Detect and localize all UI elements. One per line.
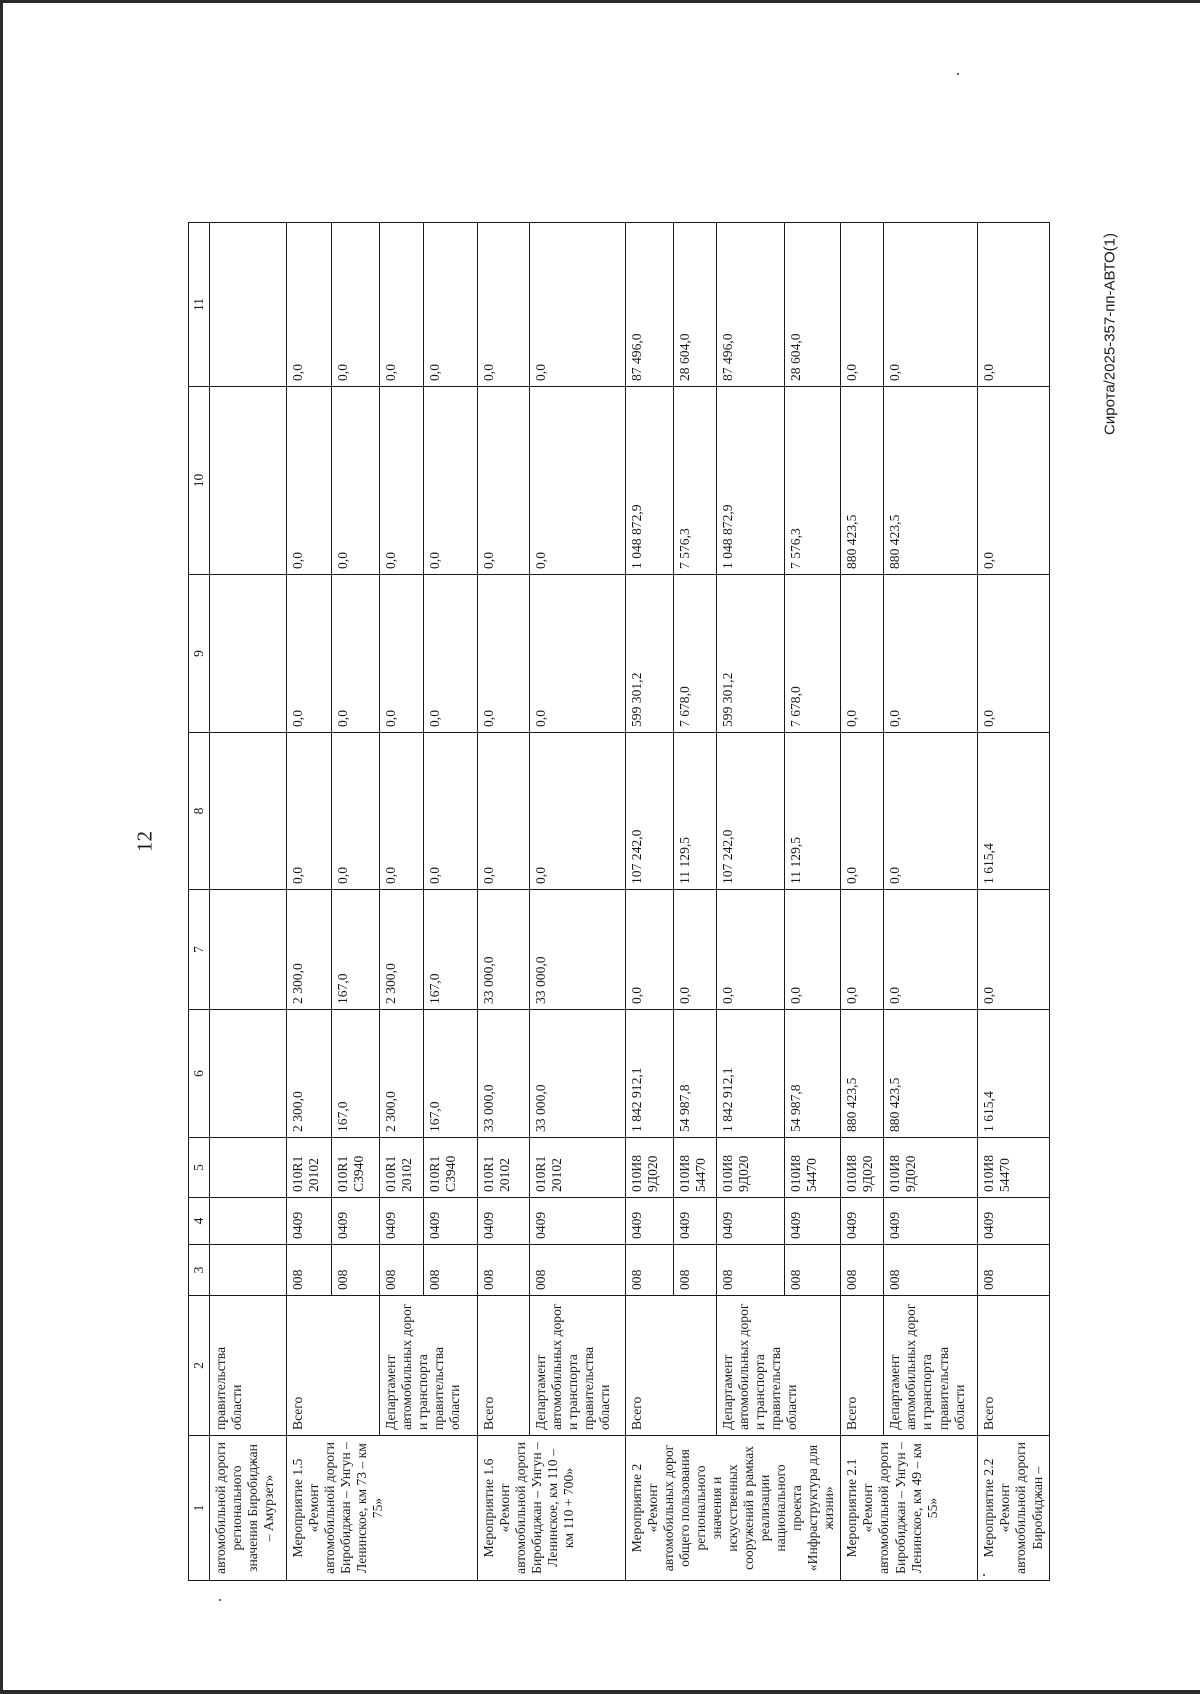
table-cell (210, 575, 287, 733)
responsible-cell: Всего (478, 1296, 530, 1436)
code-cell: 010И8 9Д020 (884, 1138, 978, 1198)
code-cell: 008 (626, 1245, 674, 1296)
amount-cell: 0,0 (332, 733, 380, 890)
activity-name: Мероприятие 2.2 «Ремонт автомобильной дороги Биробиджан – (978, 1436, 1049, 1581)
amount-cell: 0,0 (841, 575, 884, 733)
code-cell: 0409 (424, 1198, 478, 1245)
table-cell (210, 1245, 287, 1296)
scan-speck (219, 1599, 221, 1601)
table-row (626, 223, 674, 1581)
code-cell: 008 (785, 1245, 841, 1296)
amount-cell: 0,0 (380, 575, 424, 733)
responsible-cell: Всего (287, 1296, 380, 1436)
amount-cell: 0,0 (424, 575, 478, 733)
table-row (884, 223, 978, 1581)
responsible-cell: Всего (626, 1296, 717, 1436)
amount-cell: 1 615,4 (978, 1010, 1049, 1138)
amount-cell: 0,0 (978, 575, 1049, 733)
code-cell: 010И8 9Д020 (717, 1138, 785, 1198)
code-cell: 0409 (380, 1198, 424, 1245)
code-cell: 0409 (530, 1198, 626, 1245)
code-cell: 0409 (884, 1198, 978, 1245)
amount-cell: 7 576,3 (674, 387, 717, 575)
code-cell: 010И8 54470 (978, 1138, 1049, 1198)
code-cell: 010R1 20102 (380, 1138, 424, 1198)
scan-top-edge (0, 0, 1200, 3)
header-cell: 2 (189, 1296, 210, 1436)
table-row (530, 223, 626, 1581)
table-row (287, 223, 332, 1581)
amount-cell: 0,0 (978, 387, 1049, 575)
amount-cell: 0,0 (884, 575, 978, 733)
activity-name: Мероприятие 2 «Ремонт автомобильных дорог общего пользования регионального значения и искусственных сооружений в рамках реализации национального проекта «Инфраструктура для жизни» (626, 1436, 841, 1581)
amount-cell: 2 300,0 (287, 890, 332, 1010)
code-cell: 0409 (674, 1198, 717, 1245)
header-cell: 6 (189, 1010, 210, 1138)
header-cell: 3 (189, 1245, 210, 1296)
amount-cell: 11 129,5 (674, 733, 717, 890)
amount-cell: 0,0 (530, 223, 626, 387)
responsible-cell: Департамент автомобильных дорог и транспорта правительства области (380, 1296, 478, 1436)
table-row (380, 223, 424, 1581)
amount-cell: 54 987,8 (674, 1010, 717, 1138)
amount-cell: 0,0 (978, 223, 1049, 387)
table-cell (210, 387, 287, 575)
amount-cell: 0,0 (424, 733, 478, 890)
amount-cell: 54 987,8 (785, 1010, 841, 1138)
responsible-cell: Департамент автомобильных дорог и транспорта правительства области (884, 1296, 978, 1436)
scan-left-edge (0, 0, 3, 1694)
amount-cell: 7 576,3 (785, 387, 841, 575)
table-row (841, 223, 884, 1581)
code-cell: 0409 (717, 1198, 785, 1245)
column-number-header (189, 223, 210, 1581)
amount-cell: 0,0 (841, 223, 884, 387)
code-cell: 008 (424, 1245, 478, 1296)
code-cell: 0409 (785, 1198, 841, 1245)
amount-cell: 0,0 (884, 733, 978, 890)
amount-cell: 0,0 (424, 387, 478, 575)
code-cell: 010R1 20102 (287, 1138, 332, 1198)
code-cell: 0409 (978, 1198, 1049, 1245)
amount-cell: 33 000,0 (530, 1010, 626, 1138)
scan-bottom-edge (0, 1690, 1200, 1694)
table-row (717, 223, 785, 1581)
amount-cell: 0,0 (332, 223, 380, 387)
amount-cell: 33 000,0 (478, 890, 530, 1010)
table-cell (210, 890, 287, 1010)
amount-cell: 599 301,2 (717, 575, 785, 733)
amount-cell: 2 300,0 (380, 890, 424, 1010)
header-cell: 4 (189, 1198, 210, 1245)
amount-cell: 880 423,5 (884, 1010, 978, 1138)
amount-cell: 0,0 (884, 223, 978, 387)
amount-cell: 0,0 (332, 387, 380, 575)
table-row (478, 223, 530, 1581)
amount-cell: 167,0 (332, 890, 380, 1010)
code-cell: 010R1 С3940 (424, 1138, 478, 1198)
amount-cell: 107 242,0 (626, 733, 674, 890)
amount-cell: 0,0 (380, 733, 424, 890)
code-cell: 0409 (841, 1198, 884, 1245)
amount-cell: 87 496,0 (626, 223, 674, 387)
amount-cell: 0,0 (530, 387, 626, 575)
amount-cell: 1 615,4 (978, 733, 1049, 890)
amount-cell: 599 301,2 (626, 575, 674, 733)
activity-name: Мероприятие 2.1 «Ремонт автомобильной дороги Биробиджан – Унгун – Ленинское, км 49 – км 55» (841, 1436, 978, 1581)
amount-cell: 107 242,0 (717, 733, 785, 890)
scan-speck (957, 73, 959, 75)
responsible-cell: Департамент автомобильных дорог и транспорта правительства области (717, 1296, 841, 1436)
amount-cell: 167,0 (424, 1010, 478, 1138)
budget-table (188, 222, 1050, 1581)
amount-cell: 1 842 912,1 (717, 1010, 785, 1138)
table-cell (210, 733, 287, 890)
header-cell: 8 (189, 733, 210, 890)
code-cell: 010И8 54470 (674, 1138, 717, 1198)
amount-cell: 28 604,0 (785, 223, 841, 387)
code-cell: 010И8 54470 (785, 1138, 841, 1198)
code-cell: 0409 (626, 1198, 674, 1245)
document-code: Сирота/2025-357-пп-АВТО(1) (1101, 233, 1119, 435)
code-cell: 008 (530, 1245, 626, 1296)
activity-name: Мероприятие 1.5 «Ремонт автомобильной дороги Биробиджан – Унгун – Ленинское, км 73 – км 75» (287, 1436, 478, 1581)
amount-cell: 0,0 (785, 890, 841, 1010)
amount-cell: 0,0 (287, 223, 332, 387)
table-row (210, 223, 287, 1581)
amount-cell: 880 423,5 (884, 387, 978, 575)
amount-cell: 33 000,0 (478, 1010, 530, 1138)
table-cell (210, 1198, 287, 1245)
code-cell: 008 (841, 1245, 884, 1296)
amount-cell: 0,0 (478, 387, 530, 575)
amount-cell: 0,0 (380, 223, 424, 387)
code-cell: 008 (884, 1245, 978, 1296)
code-cell: 008 (380, 1245, 424, 1296)
responsible-cell: правительства области (210, 1296, 287, 1436)
amount-cell: 0,0 (841, 733, 884, 890)
code-cell: 008 (674, 1245, 717, 1296)
table-cell (210, 223, 287, 387)
amount-cell: 0,0 (287, 733, 332, 890)
amount-cell: 28 604,0 (674, 223, 717, 387)
responsible-cell: Всего (841, 1296, 884, 1436)
code-cell: 010И8 9Д020 (841, 1138, 884, 1198)
code-cell: 0409 (478, 1198, 530, 1245)
amount-cell: 1 048 872,9 (626, 387, 674, 575)
code-cell: 010И8 9Д020 (626, 1138, 674, 1198)
table-cell (210, 1010, 287, 1138)
amount-cell: 0,0 (478, 223, 530, 387)
amount-cell: 2 300,0 (380, 1010, 424, 1138)
code-cell: 010R1 20102 (478, 1138, 530, 1198)
amount-cell: 0,0 (978, 890, 1049, 1010)
header-cell: 11 (189, 223, 210, 387)
responsible-cell: Департамент автомобильных дорог и транспорта правительства области (530, 1296, 626, 1436)
code-cell: 008 (717, 1245, 785, 1296)
amount-cell: 33 000,0 (530, 890, 626, 1010)
amount-cell: 7 678,0 (674, 575, 717, 733)
header-cell: 5 (189, 1138, 210, 1198)
code-cell: 008 (287, 1245, 332, 1296)
amount-cell: 2 300,0 (287, 1010, 332, 1138)
amount-cell: 7 678,0 (785, 575, 841, 733)
code-cell: 008 (332, 1245, 380, 1296)
code-cell: 010R1 20102 (530, 1138, 626, 1198)
table-cell (210, 1138, 287, 1198)
activity-name: Мероприятие 1.6 «Ремонт автомобильной дороги Биробиджан – Унгун – Ленинское, км 110 – км 110 + 700» (478, 1436, 626, 1581)
page-number: 12 (132, 831, 157, 852)
amount-cell: 87 496,0 (717, 223, 785, 387)
amount-cell: 0,0 (287, 575, 332, 733)
amount-cell: 0,0 (424, 223, 478, 387)
header-cell: 7 (189, 890, 210, 1010)
header-cell: 1 (189, 1436, 210, 1581)
code-cell: 008 (978, 1245, 1049, 1296)
amount-cell: 0,0 (478, 575, 530, 733)
amount-cell: 0,0 (674, 890, 717, 1010)
amount-cell: 0,0 (380, 387, 424, 575)
code-cell: 0409 (287, 1198, 332, 1245)
header-cell: 10 (189, 387, 210, 575)
responsible-cell: Всего (978, 1296, 1049, 1436)
amount-cell: 0,0 (626, 890, 674, 1010)
amount-cell: 1 048 872,9 (717, 387, 785, 575)
amount-cell: 167,0 (424, 890, 478, 1010)
amount-cell: 167,0 (332, 1010, 380, 1138)
code-cell: 0409 (332, 1198, 380, 1245)
table-row (978, 223, 1049, 1581)
code-cell: 008 (478, 1245, 530, 1296)
amount-cell: 0,0 (530, 575, 626, 733)
amount-cell: 0,0 (841, 890, 884, 1010)
amount-cell: 0,0 (287, 387, 332, 575)
amount-cell: 0,0 (884, 890, 978, 1010)
amount-cell: 0,0 (717, 890, 785, 1010)
code-cell: 010R1 С3940 (332, 1138, 380, 1198)
amount-cell: 880 423,5 (841, 387, 884, 575)
amount-cell: 0,0 (332, 575, 380, 733)
header-cell: 9 (189, 575, 210, 733)
amount-cell: 11 129,5 (785, 733, 841, 890)
amount-cell: 0,0 (478, 733, 530, 890)
amount-cell: 880 423,5 (841, 1010, 884, 1138)
amount-cell: 1 842 912,1 (626, 1010, 674, 1138)
activity-name: автомобильной дороги регионального значения Биробиджан – Амурзет» (210, 1436, 287, 1581)
amount-cell: 0,0 (530, 733, 626, 890)
